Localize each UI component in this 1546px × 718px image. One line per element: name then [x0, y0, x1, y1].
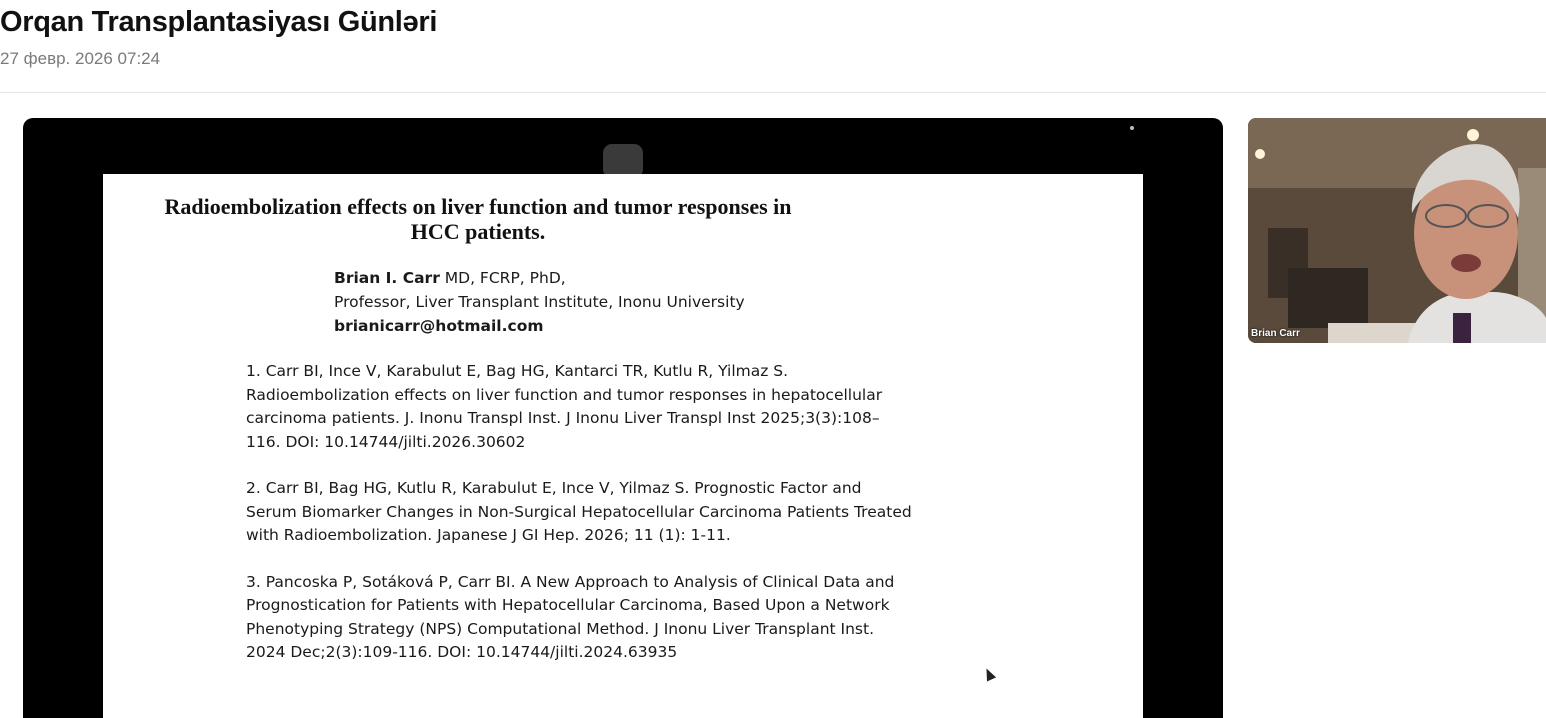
reference-list: [246, 360, 946, 665]
speaker-video-image: [1248, 118, 1546, 343]
reference-line: Serum Biomarker Changes in Non-Surgical Hepatocellular Carcinoma Patients Treated: [246, 502, 912, 521]
author-position: Professor, Liver Transplant Institute, Inonu University: [334, 293, 745, 311]
reference-item: [246, 571, 946, 665]
reference-line: Radioembolization effects on liver function and tumor responses in hepatocellular: [246, 385, 883, 404]
reference-item: [246, 477, 946, 548]
author-name: Brian I. Carr: [334, 269, 440, 287]
reference-line: 1. Carr BI, Ince V, Karabulut E, Bag HG, Kantarci TR, Kutlu R, Yilmaz S.: [246, 362, 789, 380]
reference-line: 3. Pancoska P, Sotáková P, Carr BI. A New Approach to Analysis of Clinical Data and: [246, 572, 895, 591]
reference-line: with Radioembolization. Japanese J GI Hep. 2026; 11 (1): 1-11.: [246, 526, 731, 544]
slide-title-line-2: HCC patients.: [410, 219, 546, 244]
presentation-slide: [103, 174, 1143, 718]
reference-item: [246, 360, 946, 454]
reference-line: Phenotyping Strategy (NPS) Computational Method. J Inonu Liver Transplant Inst.: [246, 619, 874, 638]
mouse-cursor-icon: [982, 666, 996, 681]
page-title: Orqan Transplantasiyası Günləri: [0, 6, 438, 38]
camera-notch-icon: [603, 144, 643, 178]
reference-line: 2. Carr BI, Bag HG, Kutlu R, Karabulut E, Ince V, Yilmaz S. Prognostic Factor and: [246, 479, 862, 497]
reference-line: Prognostication for Patients with Hepatocellular Carcinoma, Based Upon a Network: [246, 596, 890, 614]
slide-title-line-1: Radioembolization effects on liver function and tumor responses in: [164, 194, 792, 219]
author-degrees: MD, FCRP, PhD,: [439, 269, 566, 287]
page-header: [0, 0, 1546, 93]
speaker-video-tile[interactable]: [1248, 118, 1546, 343]
publish-date: 27 февр. 2026 07:24: [0, 49, 161, 68]
shared-screen-video[interactable]: [23, 118, 1223, 718]
author-block: [334, 266, 745, 338]
reference-line: carcinoma patients. J. Inonu Transpl Inst. J Inonu Liver Transpl Inst 2025;3(3):108–: [246, 409, 880, 427]
speaker-name-label: Brian Carr: [1251, 328, 1300, 339]
reference-line: 116. DOI: 10.14744/jilti.2026.30602: [246, 432, 526, 451]
reference-line: 2024 Dec;2(3):109-116. DOI: 10.14744/jilti.2024.63935: [246, 643, 678, 661]
status-dot-icon: [1130, 126, 1134, 130]
author-line: [334, 266, 745, 290]
author-email: brianicarr@hotmail.com: [334, 317, 544, 335]
